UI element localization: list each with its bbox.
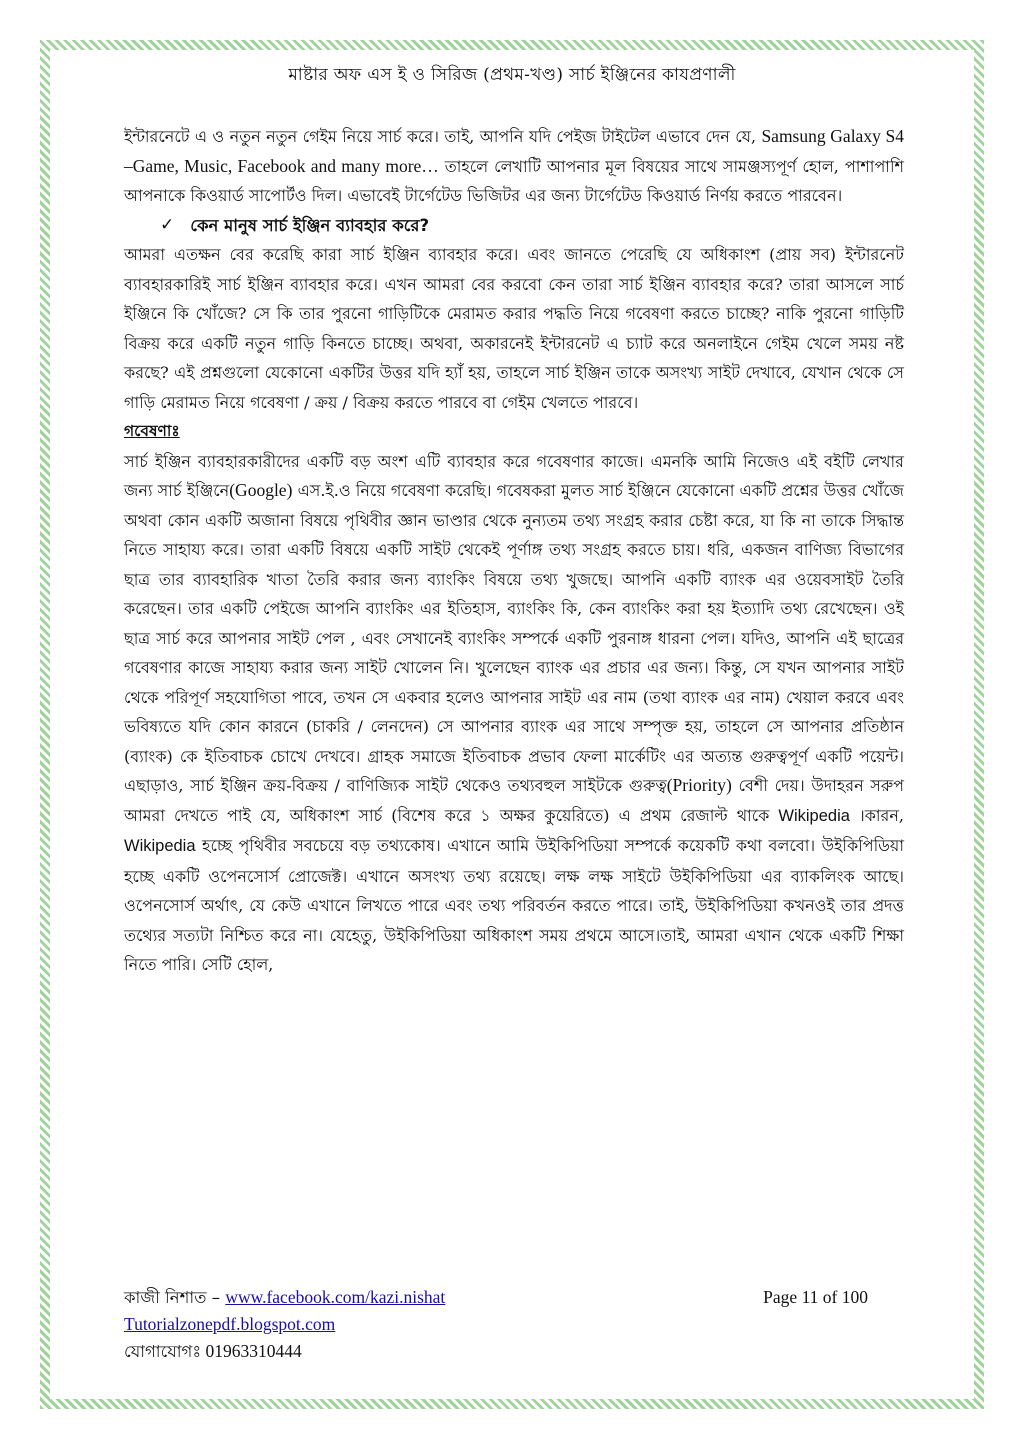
page-content [124, 122, 904, 980]
research-text-5: হচ্ছে পৃথিবীর সবচেয়ে বড় তথ্যকোষ। এখানে আমি উইকিপিডিয়া সম্পর্কে কয়েকটি কথা বলবো। উইকিপিডিয়া হচ্ছে একটি ওপেনসোর্স প্রোজেক্ট। এখানে অসংখ্য তথ্য রয়েছে। লক্ষ লক্ষ সাইটে উইকিপিডিয়া এর ব্যাকলিংক আছে। ওপেনসোর্স অর্থাৎ, যে কেউ এখানে লিখতে পারে এবং তথ্য পরিবর্তন করতে পারে। তাই, উইকিপিডিয়া কখনওই তার প্রদত্ত তথ্যের সত্যটা নিশ্চিত করে না। যেহেতু, উইকিপিডিয়া অধিকাংশ সময় প্রথমে আসে।তাই, আমরা এখান থেকে একটি শিক্ষা নিতে পারি। সেটি হোল, [124, 836, 904, 974]
footer-author: কাজী নিশাত [124, 1288, 207, 1307]
intro-paragraph [124, 122, 904, 211]
page-header: মাষ্টার অফ এস ই ও সিরিজ (প্রথম-খণ্ড) সার্চ ইঞ্জিনের কাযপ্রণালী [288, 65, 736, 85]
research-title: গবেষণাঃ [124, 422, 180, 440]
footer-dash: – [206, 1288, 226, 1307]
research-text-3: বেশী দেয়। উদাহরন সরুপ আমরা দেখতে পাই যে, অধিকাংশ সার্চ (বিশেষ করে ১ অক্ষর কুয়েরিতে) এ প্রথম রেজাল্ট থাকে [124, 776, 904, 825]
contact-label: যোগাযোগঃ [124, 1342, 202, 1361]
page-number: Page 11 of 100 [763, 1287, 868, 1307]
checkmark-icon: ✓ [160, 214, 175, 235]
research-text-2: এস.ই.ও নিয়ে গবেষণা করেছি। গবেষকরা মুলত সার্চ ইঞ্জিনে যেকোনো একটি প্রশ্নের উত্তর খোঁজে অথবা কোন একটি অজানা বিষয়ে পৃথিবীর জ্ঞান ভাণ্ডার থেকে নুন্যতম তথ্য সংগ্রহ করার চেষ্টা করে, যা কি না তাকে সিদ্ধান্ত নিতে সাহায্য করে। তারা একটি বিষয়ে একটি সাইট থেকেই পূর্ণাঙ্গ তথ্য সংগ্রহ করতে চায়। ধরি, একজন বাণিজ্য বিভাগের ছাত্র তার ব্যাবহারিক খাতা তৈরি করার জন্য ব্যাংকিং বিষয়ে তথ্য খুজছে। আপনি একটি ব্যাংক এর ওয়েবসাইট তৈরি করেছেন। তার একটি পেইজে আপনি ব্যাংকিং এর ইতিহাস, ব্যাংকিং কি, কেন ব্যাংকিং করা হয় ইত্যাদি তথ্য রেখেছেন। ওই ছাত্র সার্চ করে আপনার সাইট পেল , এবং সেখানেই ব্যাংকিং সম্পর্কে একটি পুরনাঙ্গ ধারনা পেল। যদিও, আপনি এই ছাত্রের গবেষণার কাজে সাহায্য করার জন্য সাইট খোলেন নি। খুলেছেন ব্যাংক এর প্রচার এর জন্য। কিন্তু, সে যখন আপনার সাইট থেকে পরিপূর্ণ সহযোগিতা পাবে, তখন সে একবার হলেও আপনার সাইট এর নাম (তথা ব্যাংক এর নাম) খেয়াল করবে এবং ভবিষ্যতে যদি কোন কারনে (চাকরি / লেনদেন) সে আপনার ব্যাংক এর সাথে সম্পৃক্ত হয়, তাহলে সে আপনার প্রতিষ্ঠান (ব্যাংক) কে ইতিবাচক চোখে দেখবে। গ্রাহক সমাজে ইতিবাচক প্রভাব ফেলা মার্কেটিং এর অত্যন্ত গুরুত্বপূর্ণ একটি পয়েন্ট। এছাড়াও, সার্চ ইঞ্জিন ক্রয়-বিক্রয় / বাণিজ্যিক সাইট থেকেও তথ্যবহুল সাইটকে গুরুত্ব [124, 481, 904, 795]
section-heading [124, 211, 904, 241]
page-footer [124, 1284, 868, 1365]
blog-link[interactable]: Tutorialzonepdf.blogspot.com [124, 1314, 336, 1334]
footer-row-3 [124, 1338, 868, 1365]
research-paragraph [124, 447, 904, 980]
research-text-1: সার্চ ইঞ্জিন ব্যাবহারকারীদের একটি বড় অংশ এটি ব্যাবহার করে গবেষণার কাজে। এমনকি আমি নিজেও এই বইটি লেখার জন্য সার্চ ইঞ্জিনে [124, 451, 904, 500]
footer-row-1 [124, 1284, 868, 1311]
research-priority: (Priority) [666, 775, 732, 795]
research-wiki-2: Wikipedia [124, 837, 196, 855]
footer-author-line [124, 1284, 445, 1311]
intro-latin-text: Samsung Galaxy S4 –Game, Music, Facebook and many more… [124, 126, 904, 176]
research-google: (Google) [229, 480, 293, 500]
facebook-link[interactable]: www.facebook.com/kazi.nishat [225, 1287, 446, 1307]
section-heading-text: কেন মানুষ সার্চ ইঞ্জিন ব্যাবহার করে? [190, 215, 430, 235]
contact-number: 01963310444 [201, 1341, 302, 1361]
research-text-4: ।কারন, [849, 805, 904, 825]
intro-text-1: ইন্টারনেটে এ ও নতুন নতুন গেইম নিয়ে সার্চ করে। তাই, আপনি যদি পেইজ টাইটেল এভাবে দেন যে, [124, 127, 762, 146]
intro-text-2: তাহলে লেখাটি আপনার মূল বিষয়ের সাথে সামঞ্জস্যপূর্ণ হোল, পাশাপাশি আপনাকে কিওয়ার্ড সাপোর্টও দিল। এভাবেই টার্গেটেড ভিজিটর এর জন্য টার্গেটেড কিওয়ার্ড নির্ণয় করতে পারবেন। [124, 156, 904, 205]
paragraph-why-search: আমরা এতক্ষন বের করেছি কারা সার্চ ইঞ্জিন ব্যাবহার করে। এবং জানতে পেরেছি যে অধিকাংশ (প্রায় সব) ইন্টারনেট ব্যাবহারকারিই সার্চ ইঞ্জিন ব্যাবহার করে। এখন আমরা বের করবো কেন তারা সার্চ ইঞ্জিন ব্যাবহার করে? তারা আসলে সার্চ ইঞ্জিনে কি খোঁজে? সে কি তার পুরনো গাড়িটিকে মেরামত করার পদ্ধতি নিয়ে গবেষণা করতে চাচ্ছে? নাকি পুরনো গাড়িটি বিক্রয় করে একটি নতুন গাড়ি কিনতে চাচ্ছে। অথবা, অকারনেই ইন্টারনেট এ চ্যাট করে অনলাইনে গেইম খেলে সময় নষ্ট করছে? এই প্রশ্নগুলো যেকোনো একটির উত্তর যদি হ্যাঁ হয়, তাহলে সার্চ ইঞ্জিন তাকে অসংখ্য সাইট দেখাবে, যেখান থেকে সে গাড়ি মেরামত নিয়ে গবেষণা / ক্রয় / বিক্রয় করতে পারবে বা গেইম খেলতে পারবে। [124, 245, 904, 412]
footer-row-2 [124, 1311, 868, 1338]
research-wiki-1: Wikipedia [778, 806, 850, 825]
